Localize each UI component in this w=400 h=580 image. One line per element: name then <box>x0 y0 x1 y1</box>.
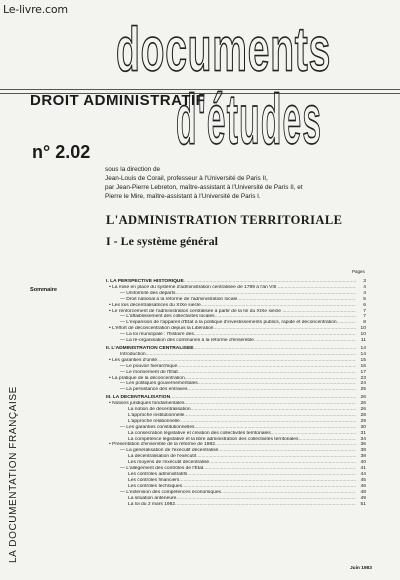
toc-entry-page: 26 <box>360 401 366 407</box>
toc-entry-page: 7 <box>363 308 366 314</box>
toc-entry-page: 30 <box>360 424 366 430</box>
toc-entry-page: 51 <box>360 501 366 507</box>
toc-entry-page: 29 <box>360 418 366 424</box>
toc-entry-label: La consécration législative et création des collectivités territoriales <box>128 430 271 436</box>
toc-entry-label: La compétence législative et la libre administration des collectivités territoriales <box>128 436 299 442</box>
toc-entry-page: 26 <box>360 395 366 401</box>
toc-entry-label: La décentralisation de l'exécutif <box>128 454 197 460</box>
toc-entry-label: — La persistance des entraves <box>120 387 188 393</box>
toc-entry-label: L'approche institutionnelle <box>128 412 185 418</box>
toc-leader-dots <box>175 502 356 508</box>
toc-entry-label: — Les politiques gouvernementales <box>120 381 198 387</box>
toc-entry-page: 15 <box>360 357 366 363</box>
toc-entry-label: III. LA DÉCENTRALISATION <box>106 395 171 401</box>
toc-entry-label: La notion de décentralisation <box>128 407 191 413</box>
toc-entry-label: — L'allégement des contrôles de l'Etat <box>120 466 204 472</box>
toc-entry-page: 16 <box>360 363 366 369</box>
toc-entry-label: Les contrôles administratifs <box>128 472 188 477</box>
toc-entry <box>106 338 366 344</box>
toc-entry-label: • Les garanties d'unité <box>109 357 158 363</box>
toc-entry-page: 10 <box>360 326 366 332</box>
toc-entry-page: 10 <box>360 332 366 338</box>
toc-entry-label: • Notions juridiques fondamentales <box>109 401 185 407</box>
toc-entry-page: 48 <box>360 489 366 495</box>
toc-entry-label: — Les garanties constitutionnelles <box>120 424 195 430</box>
page-subheading: I - Le système général <box>106 234 218 248</box>
toc-entry-page: 24 <box>360 381 366 387</box>
toc-entry-page: 38 <box>360 448 366 454</box>
toc-entry-label: Introduction <box>120 351 146 357</box>
toc-entry-page: 31 <box>360 430 366 436</box>
toc-entry-page: 14 <box>360 345 366 351</box>
toc-entry-page: 5 <box>363 296 366 302</box>
toc-entry-page: 38 <box>360 454 366 460</box>
toc-entry-page: 26 <box>360 407 366 413</box>
toc-entry-page: 7 <box>363 314 366 320</box>
masthead-title-bottom: d'études <box>176 81 323 160</box>
subject-label: DROIT ADMINISTRATIF <box>30 92 206 109</box>
toc-entry-label: • La mise en place du système d'administration centralisée de 1789 à l'an VIII ... <box>109 284 282 290</box>
toc-entry-label: • Le renforcement de l'administration centralisée à partir de la fin du XIXe siècle ... <box>109 308 287 314</box>
toc-entry-page: 17 <box>360 369 366 375</box>
toc-entry-label: • Présentation d'ensemble de la réforme de 1982 <box>109 442 215 448</box>
toc-entry-label: — L'expansion de l'appareil d'Etat à la politique d'investissements publics, rapide et déconcentration <box>120 320 337 326</box>
issue-number: n° 2.02 <box>32 142 91 162</box>
site-watermark: Le-livre.com <box>3 3 68 16</box>
toc-entry-label: Les moyens de l'exécutif décentralisé <box>128 460 210 466</box>
toc-entry-label: I. LA PERSPECTIVE HISTORIQUE <box>106 279 184 284</box>
toc-entry-label: La situation antérieure <box>128 495 177 501</box>
toc-entry-label: — La généralisation de l'exécutif décentralisé <box>120 448 219 454</box>
toc-entry-label: — Le pouvoir hiérarchique <box>120 363 178 369</box>
toc-entry-page: 44 <box>360 472 366 477</box>
toc-entry-page: 11 <box>360 338 366 344</box>
masthead-title-top: documents <box>116 14 332 85</box>
authors-block: sous la direction de Jean-Louis de Corail, professeur à l'Université de Paris II, par Jean-Pierre Lebreton, maître-assistant à l'Université de Paris II, et Pierre le Mire, maître-assistant à l'Université de Paris I. <box>105 166 303 200</box>
toc-entry-label: • L'effort de déconcentration depuis la Libération <box>109 326 214 332</box>
toc-leader-dots <box>187 387 356 393</box>
toc-entry-page: 49 <box>360 495 366 501</box>
publisher-spine: LA DOCUMENTATION FRANÇAISE <box>8 386 19 563</box>
toc-entry-label: Les contrôles techniques <box>128 483 183 489</box>
toc-entry-page: 46 <box>360 483 366 489</box>
toc-entry-page: 3 <box>363 279 366 284</box>
toc-entry-label: — Uniformité des départs <box>120 290 176 296</box>
toc-entry-page: 28 <box>360 412 366 418</box>
toc-entry-page: 8 <box>363 320 366 326</box>
toc-entry-label: — L'affaiblissement des collectivités locales <box>120 314 215 320</box>
page-heading: L'ADMINISTRATION TERRITORIALE <box>106 213 343 227</box>
toc-entry-page: 25 <box>360 387 366 393</box>
toc-entry-page: 4 <box>363 284 366 290</box>
publication-date: Juin 1983 <box>350 566 372 571</box>
toc-entry-label: • La pratique de la déconcentration <box>109 375 185 381</box>
toc-entry-label: — Droit national à la réforme de l'administration locale <box>120 296 238 302</box>
toc-entry-label: La loi du 2 mars 1982 <box>128 501 176 507</box>
pages-column-label: Pages <box>352 269 365 274</box>
toc-entry-page: 41 <box>360 466 366 472</box>
toc-entry-page: 45 <box>360 477 366 483</box>
toc-entry-page: 34 <box>360 436 366 442</box>
toc-entry <box>106 502 366 508</box>
toc-entry-page: 36 <box>360 442 366 448</box>
toc-entry-label: — Le monnement de l'Etat <box>120 369 178 375</box>
toc-entry-page: 4 <box>363 290 366 296</box>
table-of-contents <box>106 277 366 507</box>
toc-entry-page: 6 <box>363 302 366 308</box>
toc-entry-label: L'approche relationnelle <box>128 418 180 424</box>
toc-entry-label: Les contrôles financiers <box>128 477 180 483</box>
toc-entry-label: — La loi municipale : l'histoire des <box>120 332 194 338</box>
toc-entry-page: 14 <box>360 351 366 357</box>
toc-entry-label: II. L'ADMINISTRATION CENTRALISÉE <box>106 345 194 351</box>
toc-leader-dots <box>254 338 356 344</box>
toc-entry <box>106 387 366 393</box>
toc-entry-label: — La ré-organisation des communes à la réforme d'ensemble <box>120 338 254 344</box>
toc-entry-label: • Les lois décentralisatrices du XIXe siècle <box>109 302 201 308</box>
toc-entry-page: 23 <box>360 375 366 381</box>
toc-entry-label: — L'extension des compétences économiques <box>120 489 221 495</box>
sommaire-label: Sommaire <box>30 287 58 293</box>
toc-entry-page: 40 <box>360 460 366 466</box>
